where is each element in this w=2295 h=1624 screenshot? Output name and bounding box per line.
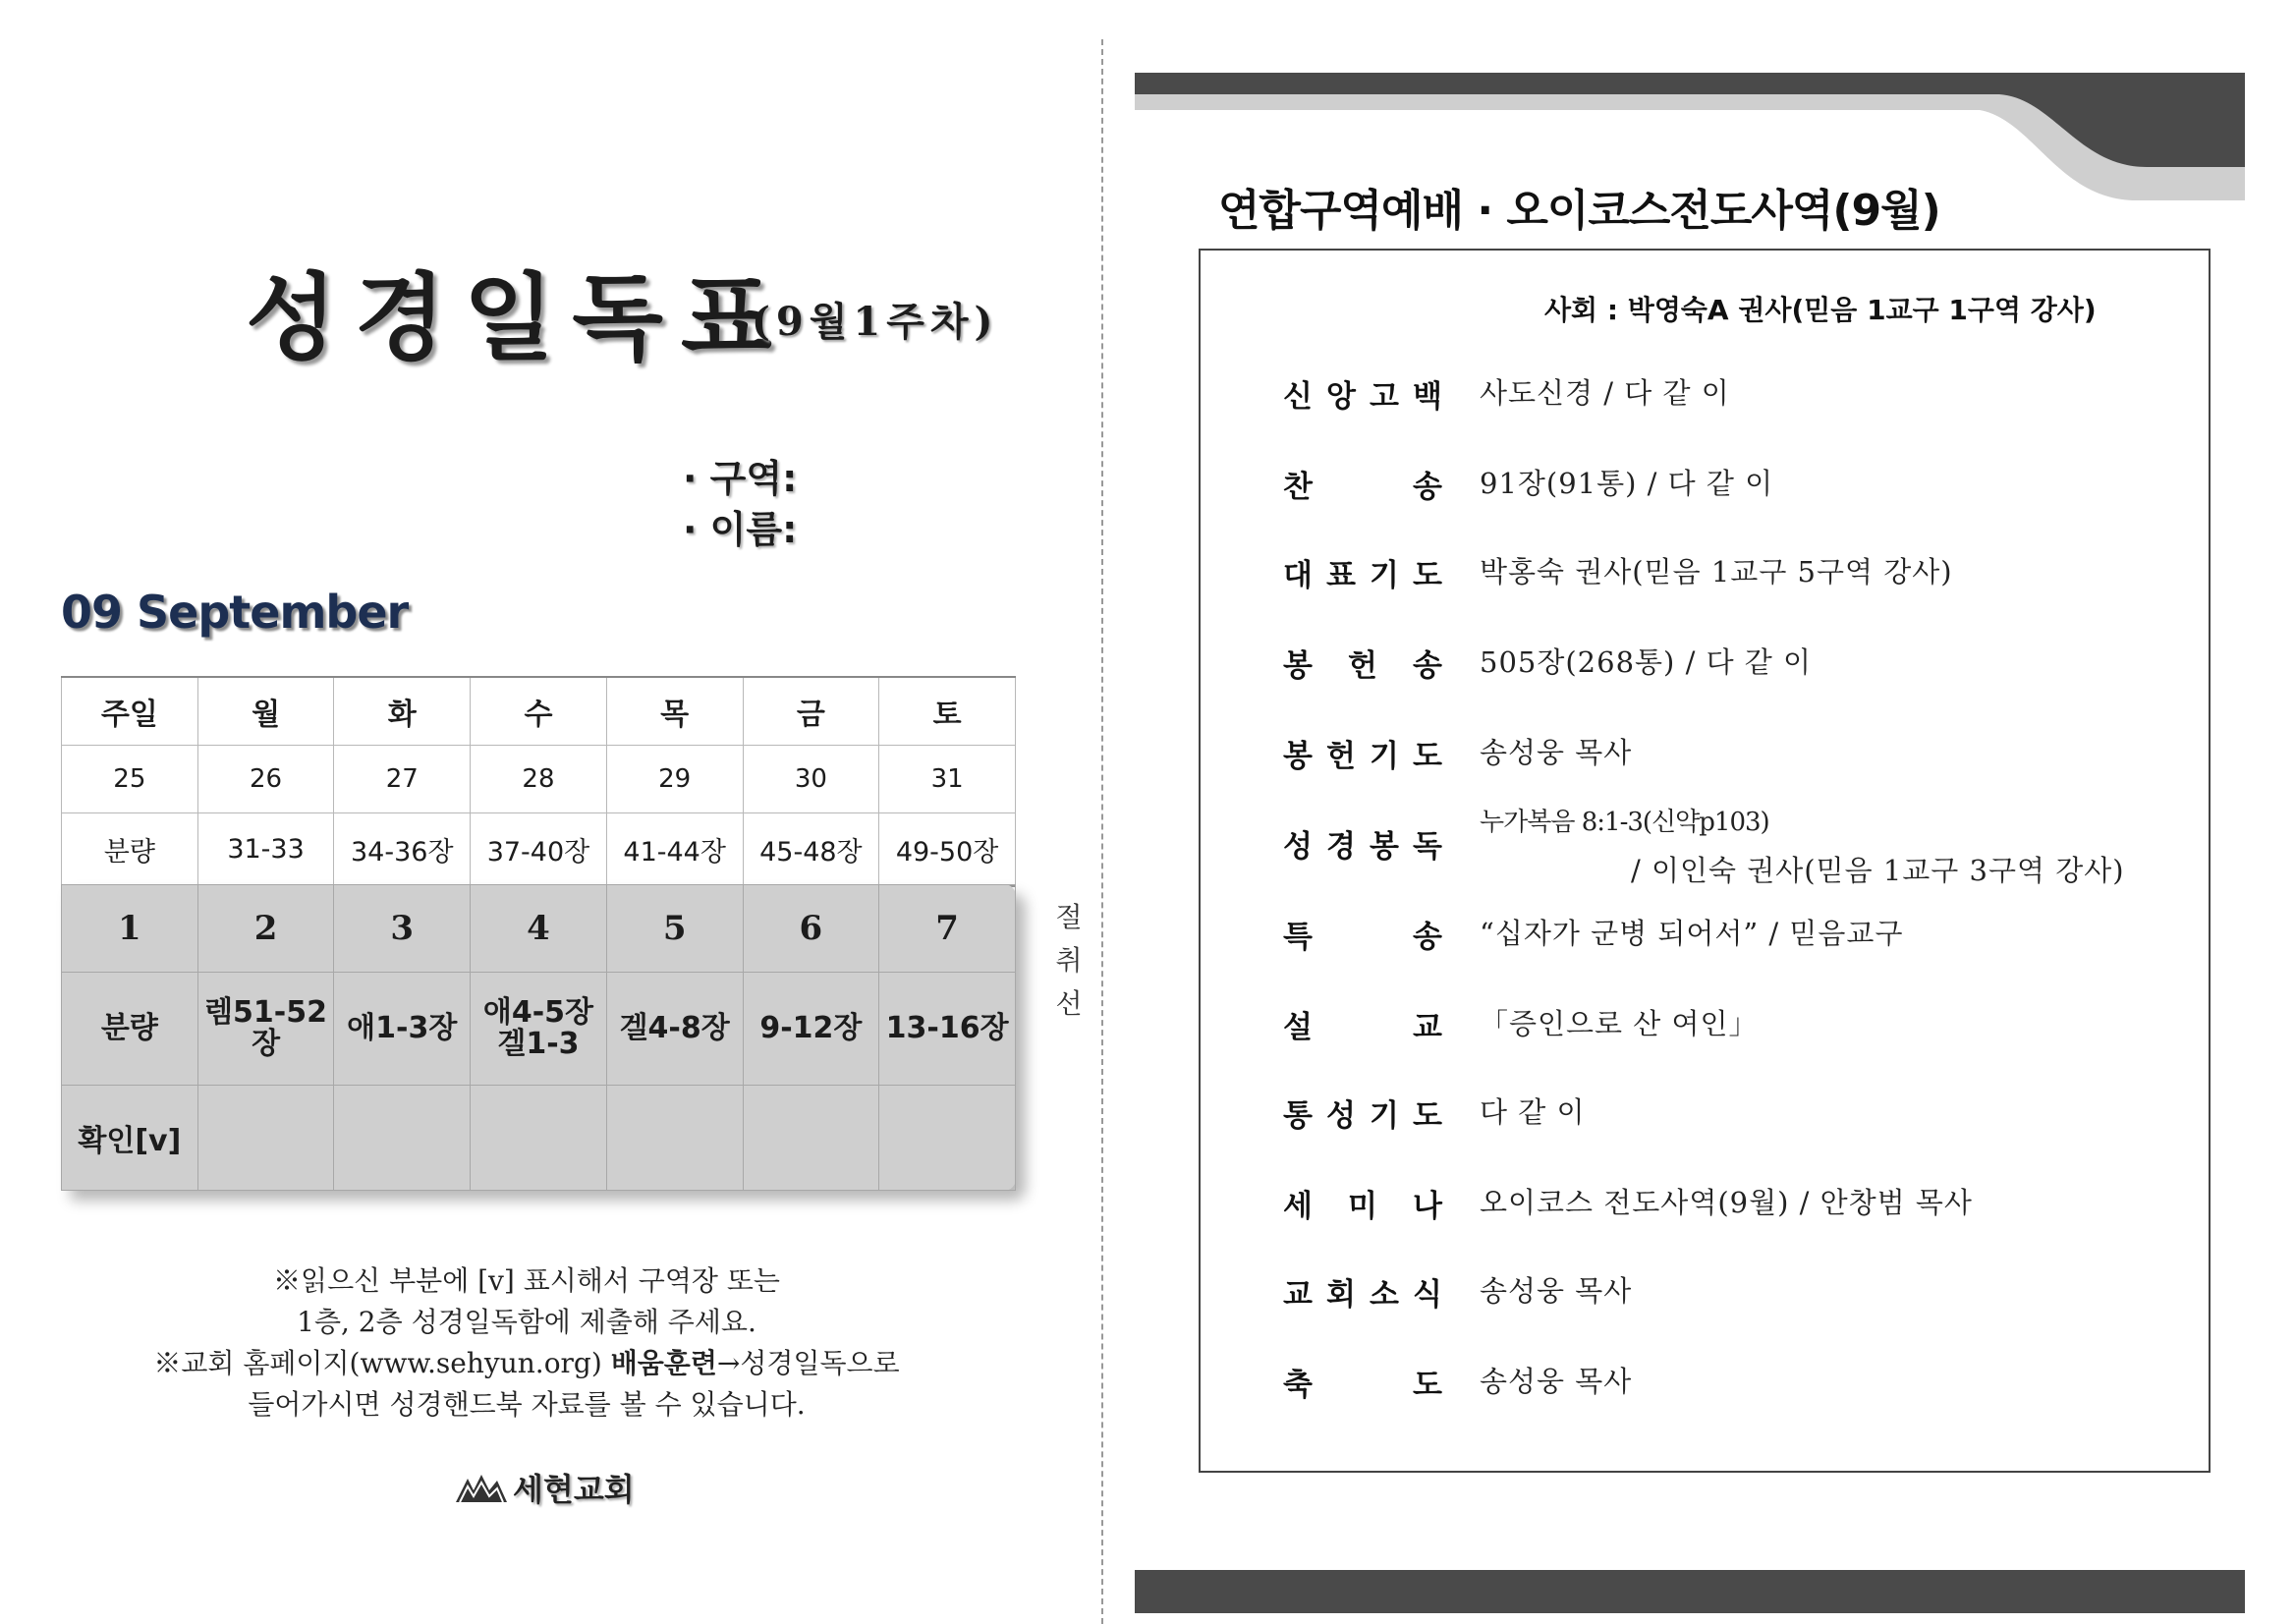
church-logo	[454, 1468, 635, 1507]
check-cell[interactable]	[471, 1086, 607, 1191]
program-item-value: “십자가 군병 되어서” / 믿음교구	[1480, 917, 1904, 950]
amount-cell: 49-50장	[879, 813, 1016, 886]
amount-cell: 31-33	[197, 813, 334, 886]
label-char: 도	[1413, 558, 1442, 593]
label-char: 교	[1283, 1277, 1313, 1313]
date-cell: 1	[62, 885, 198, 973]
amount-cell	[471, 973, 607, 1086]
amount-cell: 9-12장	[743, 973, 879, 1086]
cut-line-char: 절	[1055, 901, 1083, 933]
program-item-value: 사도신경 / 다 같 이	[1480, 376, 1730, 410]
label-char: 설	[1283, 1010, 1313, 1045]
program-item-label	[1283, 912, 1442, 956]
cut-line-label	[1049, 896, 1089, 1026]
date-cell: 7	[879, 885, 1016, 973]
amount-line: 겔1-3	[497, 1027, 580, 1061]
program-item-value: 송성웅 목사	[1480, 1274, 1633, 1308]
program-item-label	[1283, 371, 1442, 416]
day-header: 목	[606, 677, 743, 746]
amount-cell: 애1-3장	[334, 973, 471, 1086]
amount-line: 애4-5장	[482, 995, 594, 1030]
label-char: 독	[1413, 829, 1442, 865]
label-char: 송	[1413, 648, 1442, 684]
day-header: 화	[334, 677, 471, 746]
date-cell: 3	[334, 885, 471, 973]
program-item-value: 송성웅 목사	[1480, 1365, 1633, 1398]
label-char: 백	[1413, 379, 1442, 415]
program-item-label	[1283, 1091, 1442, 1135]
label-char: 식	[1413, 1277, 1442, 1313]
label-char: 소	[1370, 1277, 1399, 1313]
label-char: 성	[1326, 1098, 1356, 1134]
day-header: 토	[879, 677, 1016, 746]
label-char: 도	[1413, 1098, 1442, 1134]
program-item-value: 누가복음 8:1-3(신약p103)	[1480, 808, 1769, 837]
label-char: 교	[1413, 1010, 1442, 1045]
date-cell: 25	[62, 746, 198, 813]
service-leader: 사회 : 박영숙A 권사(믿음 1교구 1구역 강사)	[1544, 294, 2097, 326]
amount-cell: 34-36장	[334, 813, 471, 886]
label-char: 송	[1413, 470, 1442, 505]
label-char: 경	[1326, 829, 1356, 865]
label-char: 기	[1370, 739, 1399, 774]
label-char: 앙	[1326, 379, 1356, 415]
date-cell: 26	[197, 746, 334, 813]
instruction-text: ※교회 홈페이지(www.sehyun.org)	[153, 1347, 611, 1379]
program-item-value: 91장(91통) / 다 같 이	[1480, 467, 1774, 500]
service-title: 연합구역예배 · 오이코스전도사역(9월)	[1218, 186, 1940, 236]
calendar-date-row	[62, 885, 1016, 973]
date-cell: 31	[879, 746, 1016, 813]
amount-cell: 분량	[62, 973, 198, 1086]
label-char: 봉	[1283, 648, 1313, 684]
date-cell: 29	[606, 746, 743, 813]
label-char: 기	[1370, 1098, 1399, 1134]
cut-line-char: 취	[1055, 944, 1083, 977]
program-item-label	[1283, 1269, 1442, 1314]
bottom-banner	[1135, 1570, 2245, 1613]
program-item-value: 박홍숙 권사(믿음 1교구 5구역 강사)	[1480, 555, 1953, 588]
day-header: 월	[197, 677, 334, 746]
program-item-value: 오이코스 전도사역(9월) / 안창범 목사	[1480, 1186, 1973, 1219]
program-item-value: 송성웅 목사	[1480, 736, 1633, 769]
instruction-line-3	[0, 1342, 1053, 1381]
date-cell: 4	[471, 885, 607, 973]
check-cell[interactable]	[743, 1086, 879, 1191]
calendar-amount-row	[62, 813, 1016, 886]
check-cell[interactable]	[879, 1086, 1016, 1191]
program-item-label	[1283, 462, 1442, 506]
instruction-text: →성경일독으로	[716, 1347, 900, 1379]
calendar-check-row	[62, 1086, 1016, 1191]
calendar-amount-row	[62, 973, 1016, 1086]
program-item-label	[1283, 550, 1442, 594]
label-char: 대	[1283, 558, 1313, 593]
name-field-label: · 이름:	[683, 508, 798, 551]
amount-cell: 37-40장	[471, 813, 607, 886]
label-char: 헌	[1348, 648, 1377, 684]
cut-line-char: 선	[1055, 987, 1083, 1020]
district-field-label: · 구역:	[683, 457, 798, 500]
date-cell: 30	[743, 746, 879, 813]
amount-cell: 41-44장	[606, 813, 743, 886]
program-item-label	[1283, 731, 1442, 775]
label-char: 신	[1283, 379, 1313, 415]
church-wave-logo-icon	[454, 1471, 509, 1504]
reading-calendar-week2	[61, 884, 1016, 1191]
instruction-line-1: ※읽으신 부분에 [v] 표시해서 구역장 또는	[273, 1264, 780, 1297]
date-cell: 27	[334, 746, 471, 813]
label-char: 표	[1326, 558, 1356, 593]
instruction-line-4: 들어가시면 성경핸드북 자료를 볼 수 있습니다.	[248, 1388, 806, 1421]
label-char: 회	[1326, 1277, 1356, 1313]
page-subtitle: (9월1주차)	[752, 299, 999, 345]
label-char: 나	[1413, 1189, 1442, 1224]
label-char: 봉	[1370, 829, 1399, 865]
day-header: 금	[743, 677, 879, 746]
program-item-label	[1283, 1181, 1442, 1225]
label-char: 미	[1348, 1189, 1377, 1224]
label-char: 세	[1283, 1189, 1313, 1224]
label-char: 도	[1413, 739, 1442, 774]
label-char: 봉	[1283, 739, 1313, 774]
menu-name: 배움훈련	[610, 1347, 717, 1379]
program-item-label	[1283, 1360, 1442, 1404]
day-header: 수	[471, 677, 607, 746]
program-item-value: 다 같 이	[1480, 1095, 1586, 1129]
check-cell[interactable]	[334, 1086, 471, 1191]
calendar-header-row	[62, 677, 1016, 746]
label-char: 송	[1413, 920, 1442, 955]
label-char: 기	[1370, 558, 1399, 593]
reading-calendar-week1	[61, 676, 1016, 887]
label-char: 고	[1370, 379, 1399, 415]
church-name: 세현교회	[513, 1471, 635, 1508]
label-char: 통	[1283, 1098, 1313, 1134]
amount-cell: 겔4-8장	[606, 973, 743, 1086]
label-char: 도	[1413, 1368, 1442, 1403]
check-cell[interactable]	[606, 1086, 743, 1191]
program-item-value-continued: / 이인숙 권사(믿음 1교구 3구역 강사)	[1631, 854, 2125, 887]
label-char: 헌	[1326, 739, 1356, 774]
check-label: 확인[v]	[62, 1086, 198, 1191]
month-title: 09 September	[61, 586, 409, 639]
program-item-value: 「증인으로 산 여인」	[1480, 1007, 1759, 1040]
amount-cell: 45-48장	[743, 813, 879, 886]
program-item-label	[1283, 821, 1442, 866]
date-cell: 2	[197, 885, 334, 973]
label-char: 성	[1283, 829, 1313, 865]
date-cell: 28	[471, 746, 607, 813]
program-item-label	[1283, 1002, 1442, 1046]
amount-cell: 13-16장	[879, 973, 1016, 1086]
instruction-line-2: 1층, 2층 성경일독함에 제출해 주세요.	[297, 1306, 756, 1338]
program-item-label	[1283, 641, 1442, 685]
fold-divider	[1101, 39, 1103, 1624]
calendar-date-row	[62, 746, 1016, 813]
program-item-value: 505장(268통) / 다 같 이	[1480, 645, 1813, 679]
page-title: 성경일독표	[246, 262, 790, 373]
label-char: 축	[1283, 1368, 1313, 1403]
date-cell: 5	[606, 885, 743, 973]
check-cell[interactable]	[197, 1086, 334, 1191]
day-header: 주일	[62, 677, 198, 746]
date-cell: 6	[743, 885, 879, 973]
label-char: 특	[1283, 920, 1313, 955]
label-char: 찬	[1283, 470, 1313, 505]
amount-cell: 분량	[62, 813, 198, 886]
amount-cell: 렘51-52장	[197, 973, 334, 1086]
